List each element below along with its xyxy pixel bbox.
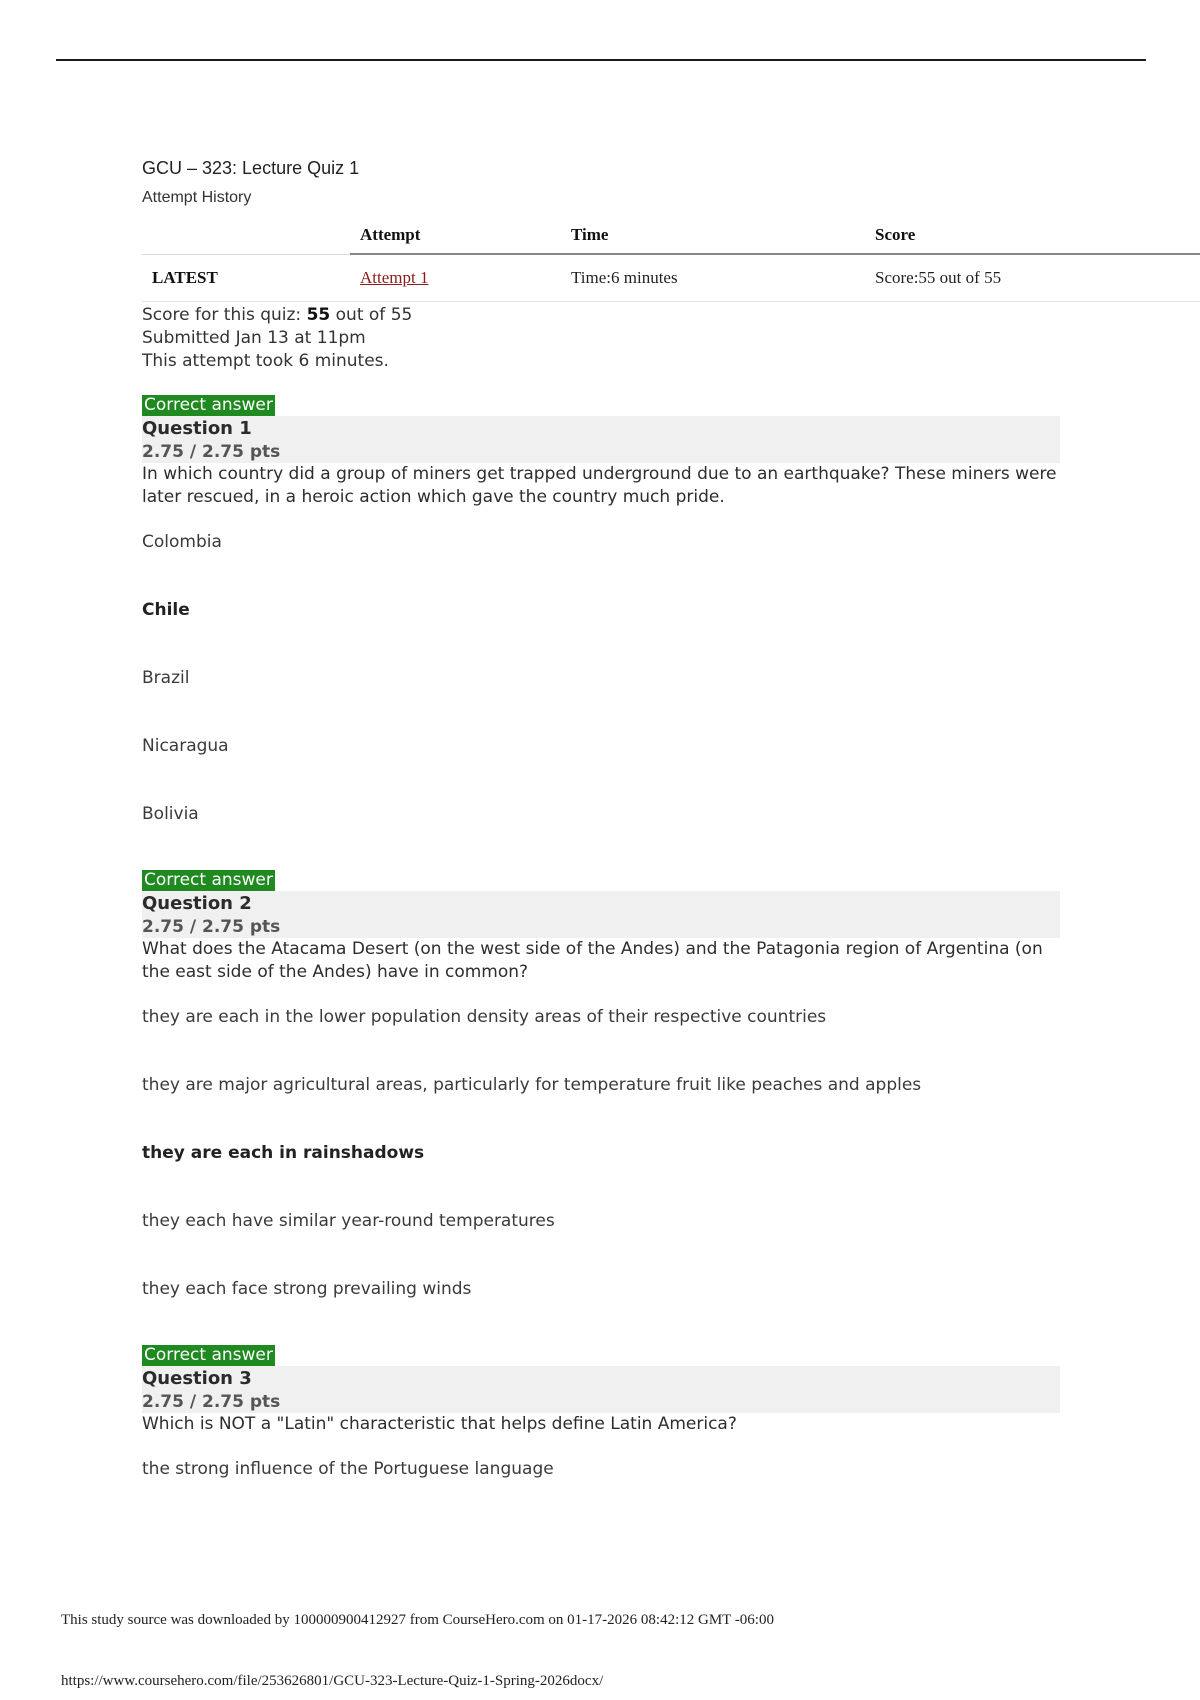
answer-option-correct: they are each in rainshadows xyxy=(142,1143,425,1163)
answer-option: they each have similar year-round temperatures xyxy=(142,1211,555,1231)
duration-line: This attempt took 6 minutes. xyxy=(142,351,389,371)
history-header-row xyxy=(142,217,1200,254)
answer-option: Brazil xyxy=(142,668,190,688)
correct-answer-badge: Correct answer xyxy=(144,1345,273,1365)
answer-list xyxy=(142,1458,1060,1503)
top-rule xyxy=(56,59,1146,61)
score-prefix: Score for this quiz: xyxy=(142,305,307,325)
download-notice: This study source was downloaded by 100000900412927 from CourseHero.com on 01-17-2026 08:42:12 GMT -06:00 xyxy=(61,1612,774,1628)
history-row xyxy=(142,254,1200,302)
answer-list xyxy=(142,1006,1060,1323)
answer-option: Bolivia xyxy=(142,804,199,824)
history-header-score: Score xyxy=(865,217,1200,254)
score-line xyxy=(142,304,1200,327)
question-1 xyxy=(142,395,1060,848)
question-name: Question 2 xyxy=(142,893,252,914)
correct-answer-badge: Correct answer xyxy=(144,395,273,415)
history-header-blank xyxy=(142,217,350,254)
history-header-time: Time xyxy=(561,217,865,254)
quiz-content xyxy=(142,155,1200,1503)
question-name: Question 3 xyxy=(142,1368,252,1389)
question-points: 2.75 / 2.75 pts xyxy=(142,442,281,462)
answer-option: they are major agricultural areas, particularly for temperature fruit like peaches and apples xyxy=(142,1075,922,1095)
latest-label: LATEST xyxy=(142,254,350,302)
question-name: Question 1 xyxy=(142,418,252,439)
question-text: Which is NOT a "Latin" characteristic that helps define Latin America? xyxy=(142,1414,737,1434)
answer-option: the strong influence of the Portuguese language xyxy=(142,1459,554,1479)
question-points: 2.75 / 2.75 pts xyxy=(142,1392,281,1412)
answer-option: they each face strong prevailing winds xyxy=(142,1279,472,1299)
answer-option: Nicaragua xyxy=(142,736,229,756)
question-3 xyxy=(142,1345,1060,1503)
question-text: In which country did a group of miners get trapped underground due to an earthquake? These miners were later rescued, in a heroic action which gave the country much pride. xyxy=(142,464,1057,507)
question-header xyxy=(142,1366,1060,1413)
answer-option-correct: Chile xyxy=(142,600,190,620)
submitted-line: Submitted Jan 13 at 11pm xyxy=(142,328,366,348)
score-value: 55 xyxy=(306,305,331,325)
answer-option: they are each in the lower population density areas of their respective countries xyxy=(142,1007,827,1027)
answer-option: Colombia xyxy=(142,532,222,552)
question-header xyxy=(142,891,1060,938)
attempt-link[interactable]: Attempt 1 xyxy=(360,268,429,287)
history-header-attempt: Attempt xyxy=(350,217,561,254)
attempt-history-table xyxy=(142,217,1200,302)
quiz-title: GCU – 323: Lecture Quiz 1 xyxy=(142,158,360,178)
question-points: 2.75 / 2.75 pts xyxy=(142,917,281,937)
correct-answer-badge: Correct answer xyxy=(144,870,273,890)
attempt-cell xyxy=(350,254,561,302)
question-header xyxy=(142,416,1060,463)
answer-list xyxy=(142,531,1060,848)
source-url: https://www.coursehero.com/file/253626801/GCU-323-Lecture-Quiz-1-Spring-2026docx/ xyxy=(61,1673,604,1689)
score-suffix: out of 55 xyxy=(330,305,413,325)
score-cell: Score:55 out of 55 xyxy=(865,254,1200,302)
time-cell: Time:6 minutes xyxy=(561,254,865,302)
attempt-history-label: Attempt History xyxy=(142,189,252,206)
quiz-summary xyxy=(142,304,1200,373)
question-text: What does the Atacama Desert (on the west side of the Andes) and the Patagonia region of Argentina (on the east side of the Andes) have in common? xyxy=(142,939,1043,982)
question-2 xyxy=(142,870,1060,1323)
